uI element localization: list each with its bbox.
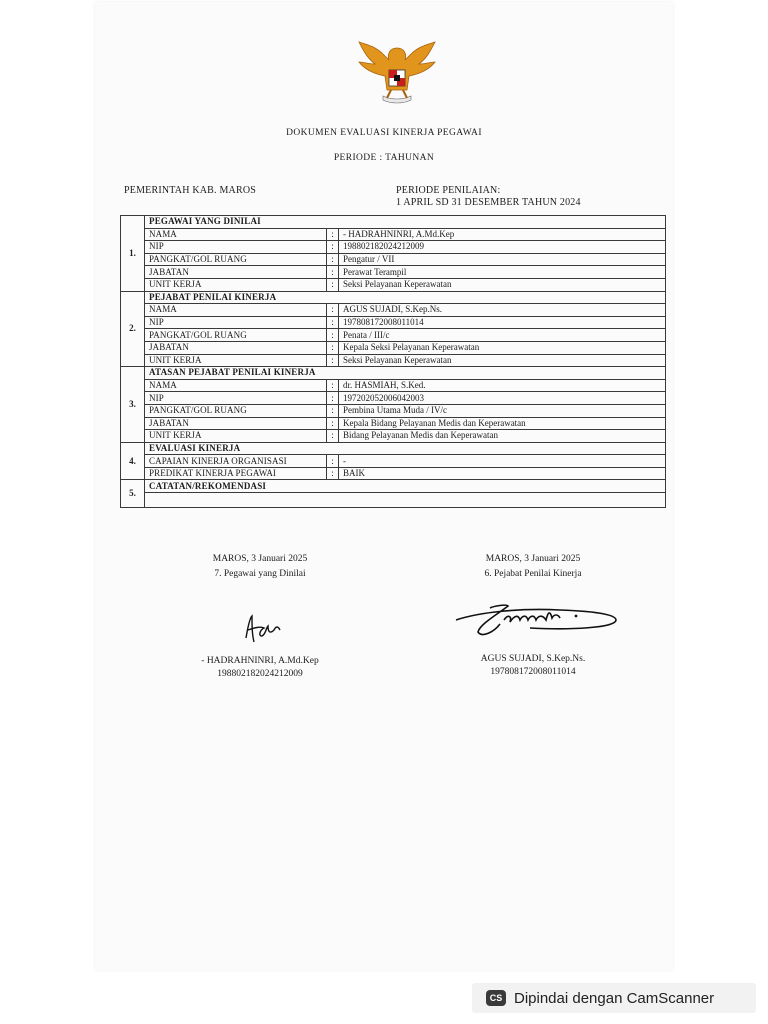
table-row — [121, 404, 666, 417]
notes-cell — [145, 493, 666, 508]
section-header-row — [121, 442, 666, 455]
section-number: 3. — [121, 367, 145, 443]
evaluation-table — [120, 215, 666, 508]
field-value: Seksi Pelayanan Keperawatan — [339, 354, 666, 367]
section-title: EVALUASI KINERJA — [145, 442, 666, 455]
field-colon: : — [327, 329, 339, 342]
camscanner-watermark — [472, 983, 756, 1013]
field-colon: : — [327, 392, 339, 405]
table-row — [121, 316, 666, 329]
field-value: Bidang Pelayanan Medis dan Keperawatan — [339, 430, 666, 443]
document-title: DOKUMEN EVALUASI KINERJA PEGAWAI — [286, 128, 482, 138]
field-label: NIP — [145, 316, 327, 329]
left-place-date: MAROS, 3 Januari 2025 — [212, 554, 308, 564]
table-row — [121, 241, 666, 254]
field-value: Perawat Terampil — [339, 266, 666, 279]
section-number: 5. — [121, 480, 145, 508]
field-colon: : — [327, 228, 339, 241]
section-title: PEJABAT PENILAI KINERJA — [145, 291, 666, 304]
field-colon: : — [327, 379, 339, 392]
government-name: PEMERINTAH KAB. MAROS — [124, 185, 257, 196]
field-label: PANGKAT/GOL RUANG — [145, 404, 327, 417]
field-colon: : — [327, 278, 339, 291]
table-row — [121, 417, 666, 430]
field-value: - HADRAHNINRI, A.Md.Kep — [339, 228, 666, 241]
field-label: JABATAN — [145, 417, 327, 430]
right-signer-name: AGUS SUJADI, S.Kep.Ns. — [480, 654, 586, 664]
notes-row — [121, 493, 666, 508]
field-colon: : — [327, 455, 339, 468]
field-value: Kepala Seksi Pelayanan Keperawatan — [339, 341, 666, 354]
assessment-period-label: PERIODE PENILAIAN: — [396, 185, 501, 196]
field-label: CAPAIAN KINERJA ORGANISASI — [145, 455, 327, 468]
field-value: Penata / III/c — [339, 329, 666, 342]
field-colon: : — [327, 404, 339, 417]
field-label: NIP — [145, 392, 327, 405]
field-label: NAMA — [145, 228, 327, 241]
section-title: ATASAN PEJABAT PENILAI KINERJA — [145, 367, 666, 380]
right-signature-icon — [450, 598, 620, 644]
field-colon: : — [327, 253, 339, 266]
field-value: BAIK — [339, 467, 666, 480]
assessment-period-value: 1 APRIL SD 31 DESEMBER TAHUN 2024 — [396, 197, 581, 208]
field-colon: : — [327, 417, 339, 430]
table-row — [121, 392, 666, 405]
field-value: Kepala Bidang Pelayanan Medis dan Keperawatan — [339, 417, 666, 430]
field-colon: : — [327, 354, 339, 367]
field-colon: : — [327, 316, 339, 329]
field-label: PREDIKAT KINERJA PEGAWAI — [145, 467, 327, 480]
period-type: PERIODE : TAHUNAN — [333, 153, 435, 163]
field-colon: : — [327, 430, 339, 443]
section-header-row — [121, 367, 666, 380]
garuda-emblem-icon — [357, 40, 437, 110]
right-place-date: MAROS, 3 Januari 2025 — [485, 554, 581, 564]
section-header-row — [121, 480, 666, 493]
table-row — [121, 266, 666, 279]
field-value: Pembina Utama Muda / IV/c — [339, 404, 666, 417]
section-title: PEGAWAI YANG DINILAI — [145, 216, 666, 229]
field-label: JABATAN — [145, 266, 327, 279]
section-header-row — [121, 216, 666, 229]
table-row — [121, 467, 666, 480]
left-signature-icon — [240, 612, 286, 646]
table-row — [121, 329, 666, 342]
field-colon: : — [327, 467, 339, 480]
left-signer-name: - HADRAHNINRI, A.Md.Kep — [201, 656, 319, 666]
right-signer-nip: 197808172008011014 — [490, 667, 576, 677]
camscanner-logo-icon: CS — [486, 990, 506, 1006]
table-row — [121, 354, 666, 367]
field-colon: : — [327, 266, 339, 279]
field-label: UNIT KERJA — [145, 430, 327, 443]
field-value: 197808172008011014 — [339, 316, 666, 329]
camscanner-label: Dipindai dengan CamScanner — [514, 989, 715, 1007]
left-signer-nip: 198802182024212009 — [217, 669, 303, 679]
field-value: 198802182024212009 — [339, 241, 666, 254]
field-value: - — [339, 455, 666, 468]
field-label: NAMA — [145, 379, 327, 392]
field-label: NAMA — [145, 304, 327, 317]
table-row — [121, 304, 666, 317]
field-label: JABATAN — [145, 341, 327, 354]
field-colon: : — [327, 304, 339, 317]
table-row — [121, 430, 666, 443]
table-row — [121, 341, 666, 354]
section-number: 4. — [121, 442, 145, 480]
field-value: Seksi Pelayanan Keperawatan — [339, 278, 666, 291]
field-label: UNIT KERJA — [145, 354, 327, 367]
section-header-row — [121, 291, 666, 304]
table-row — [121, 455, 666, 468]
field-colon: : — [327, 241, 339, 254]
table-row — [121, 379, 666, 392]
field-label: NIP — [145, 241, 327, 254]
field-label: UNIT KERJA — [145, 278, 327, 291]
section-number: 2. — [121, 291, 145, 367]
field-value: dr. HASMIAH, S.Ked. — [339, 379, 666, 392]
field-value: Pengatur / VII — [339, 253, 666, 266]
left-signer-role: 7. Pegawai yang Dinilai — [214, 569, 306, 579]
table-row — [121, 228, 666, 241]
right-signer-role: 6. Pejabat Penilai Kinerja — [484, 569, 582, 579]
section-title: CATATAN/REKOMENDASI — [145, 480, 666, 493]
field-label: PANGKAT/GOL RUANG — [145, 253, 327, 266]
field-value: 197202052006042003 — [339, 392, 666, 405]
field-colon: : — [327, 341, 339, 354]
table-row — [121, 278, 666, 291]
section-number: 1. — [121, 216, 145, 292]
table-row — [121, 253, 666, 266]
field-label: PANGKAT/GOL RUANG — [145, 329, 327, 342]
field-value: AGUS SUJADI, S.Kep.Ns. — [339, 304, 666, 317]
